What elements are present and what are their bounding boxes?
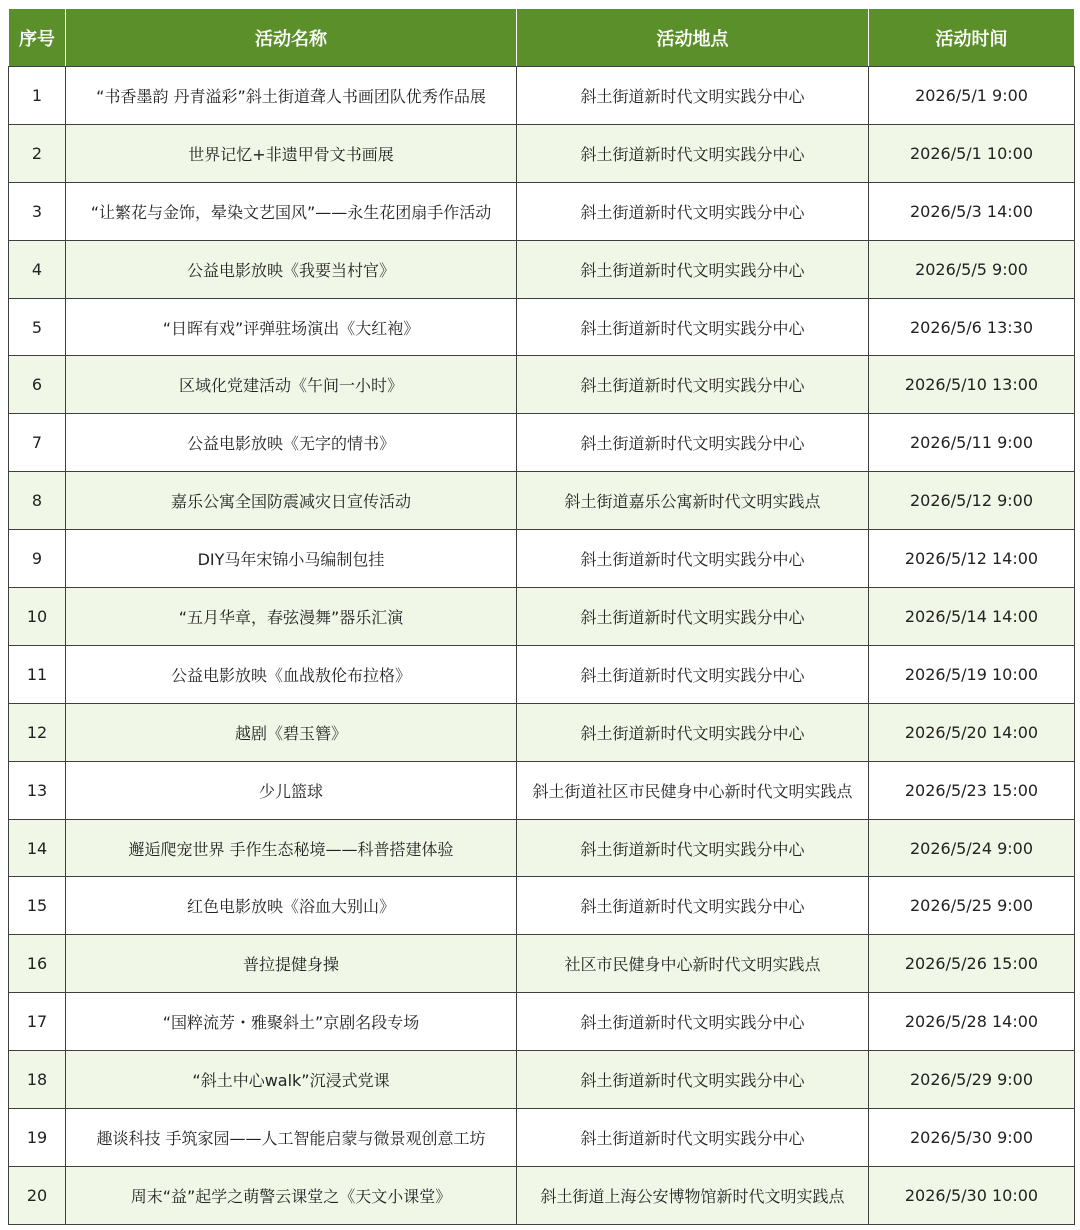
table-body bbox=[9, 67, 1075, 1225]
cell-index: 17 bbox=[9, 993, 66, 1051]
table-row bbox=[9, 761, 1075, 819]
cell-activity-name: 红色电影放映《浴血大别山》 bbox=[66, 877, 517, 935]
cell-activity-place: 斜土街道新时代文明实践分中心 bbox=[517, 993, 869, 1051]
cell-index: 5 bbox=[9, 298, 66, 356]
cell-activity-name: 区域化党建活动《午间一小时》 bbox=[66, 356, 517, 414]
cell-index: 10 bbox=[9, 588, 66, 646]
cell-activity-time: 2026/5/25 9:00 bbox=[869, 877, 1075, 935]
cell-activity-place: 斜土街道新时代文明实践分中心 bbox=[517, 356, 869, 414]
cell-index: 9 bbox=[9, 530, 66, 588]
table-row bbox=[9, 472, 1075, 530]
cell-activity-time: 2026/5/5 9:00 bbox=[869, 240, 1075, 298]
table-row bbox=[9, 298, 1075, 356]
cell-activity-name: “日晖有戏”评弹驻场演出《大红袍》 bbox=[66, 298, 517, 356]
cell-activity-time: 2026/5/11 9:00 bbox=[869, 414, 1075, 472]
cell-activity-name: 嘉乐公寓全国防震减灾日宣传活动 bbox=[66, 472, 517, 530]
cell-activity-place: 斜土街道新时代文明实践分中心 bbox=[517, 240, 869, 298]
table-row bbox=[9, 935, 1075, 993]
cell-index: 7 bbox=[9, 414, 66, 472]
table-row bbox=[9, 877, 1075, 935]
cell-activity-name: DIY马年宋锦小马编制包挂 bbox=[66, 530, 517, 588]
cell-index: 6 bbox=[9, 356, 66, 414]
table-row bbox=[9, 993, 1075, 1051]
cell-activity-place: 斜土街道新时代文明实践分中心 bbox=[517, 703, 869, 761]
cell-index: 8 bbox=[9, 472, 66, 530]
cell-activity-place: 斜土街道新时代文明实践分中心 bbox=[517, 182, 869, 240]
header-activity-time: 活动时间 bbox=[869, 9, 1075, 67]
cell-activity-place: 斜土街道新时代文明实践分中心 bbox=[517, 414, 869, 472]
cell-activity-place: 斜土街道新时代文明实践分中心 bbox=[517, 588, 869, 646]
cell-index: 13 bbox=[9, 761, 66, 819]
cell-activity-time: 2026/5/30 10:00 bbox=[869, 1166, 1075, 1224]
cell-activity-time: 2026/5/20 14:00 bbox=[869, 703, 1075, 761]
table-row bbox=[9, 819, 1075, 877]
cell-index: 2 bbox=[9, 124, 66, 182]
table-row bbox=[9, 1109, 1075, 1167]
cell-activity-place: 斜土街道新时代文明实践分中心 bbox=[517, 819, 869, 877]
cell-activity-name: “五月华章，春弦漫舞”器乐汇演 bbox=[66, 588, 517, 646]
cell-activity-time: 2026/5/1 10:00 bbox=[869, 124, 1075, 182]
table-row bbox=[9, 1166, 1075, 1224]
activity-schedule bbox=[8, 8, 1074, 1225]
table-row bbox=[9, 703, 1075, 761]
cell-activity-place: 斜土街道新时代文明实践分中心 bbox=[517, 1051, 869, 1109]
table-row bbox=[9, 182, 1075, 240]
cell-activity-name: 少儿篮球 bbox=[66, 761, 517, 819]
cell-index: 3 bbox=[9, 182, 66, 240]
cell-index: 12 bbox=[9, 703, 66, 761]
cell-activity-name: “让繁花与金饰，晕染文艺国风”——永生花团扇手作活动 bbox=[66, 182, 517, 240]
cell-activity-time: 2026/5/28 14:00 bbox=[869, 993, 1075, 1051]
cell-index: 19 bbox=[9, 1109, 66, 1167]
cell-activity-name: 公益电影放映《无字的情书》 bbox=[66, 414, 517, 472]
cell-activity-place: 斜土街道新时代文明实践分中心 bbox=[517, 298, 869, 356]
cell-activity-time: 2026/5/24 9:00 bbox=[869, 819, 1075, 877]
cell-activity-place: 社区市民健身中心新时代文明实践点 bbox=[517, 935, 869, 993]
cell-index: 18 bbox=[9, 1051, 66, 1109]
cell-activity-time: 2026/5/29 9:00 bbox=[869, 1051, 1075, 1109]
cell-activity-place: 斜土街道新时代文明实践分中心 bbox=[517, 67, 869, 125]
cell-activity-place: 斜土街道新时代文明实践分中心 bbox=[517, 124, 869, 182]
cell-activity-name: 周末“益”起学之萌警云课堂之《天文小课堂》 bbox=[66, 1166, 517, 1224]
cell-activity-place: 斜土街道新时代文明实践分中心 bbox=[517, 530, 869, 588]
header-index: 序号 bbox=[9, 9, 66, 67]
cell-activity-place: 斜土街道社区市民健身中心新时代文明实践点 bbox=[517, 761, 869, 819]
cell-activity-name: 普拉提健身操 bbox=[66, 935, 517, 993]
cell-index: 14 bbox=[9, 819, 66, 877]
table-row bbox=[9, 414, 1075, 472]
cell-activity-time: 2026/5/12 14:00 bbox=[869, 530, 1075, 588]
cell-activity-place: 斜土街道新时代文明实践分中心 bbox=[517, 1109, 869, 1167]
cell-index: 20 bbox=[9, 1166, 66, 1224]
cell-index: 11 bbox=[9, 645, 66, 703]
cell-activity-place: 斜土街道新时代文明实践分中心 bbox=[517, 645, 869, 703]
table-row bbox=[9, 1051, 1075, 1109]
cell-index: 1 bbox=[9, 67, 66, 125]
cell-activity-place: 斜土街道嘉乐公寓新时代文明实践点 bbox=[517, 472, 869, 530]
cell-activity-place: 斜土街道上海公安博物馆新时代文明实践点 bbox=[517, 1166, 869, 1224]
table-row bbox=[9, 356, 1075, 414]
table-row bbox=[9, 588, 1075, 646]
header-activity-name: 活动名称 bbox=[66, 9, 517, 67]
cell-activity-time: 2026/5/12 9:00 bbox=[869, 472, 1075, 530]
cell-activity-time: 2026/5/6 13:30 bbox=[869, 298, 1075, 356]
cell-activity-name: 越剧《碧玉簪》 bbox=[66, 703, 517, 761]
table-header-row bbox=[9, 9, 1075, 67]
activity-table bbox=[8, 8, 1075, 1225]
cell-activity-name: “国粹流芳・雅聚斜土”京剧名段专场 bbox=[66, 993, 517, 1051]
cell-activity-name: 世界记忆+非遗甲骨文书画展 bbox=[66, 124, 517, 182]
table-row bbox=[9, 124, 1075, 182]
cell-index: 16 bbox=[9, 935, 66, 993]
table-row bbox=[9, 67, 1075, 125]
table-row bbox=[9, 530, 1075, 588]
cell-activity-place: 斜土街道新时代文明实践分中心 bbox=[517, 877, 869, 935]
cell-index: 15 bbox=[9, 877, 66, 935]
cell-activity-name: 趣谈科技 手筑家园——人工智能启蒙与微景观创意工坊 bbox=[66, 1109, 517, 1167]
table-row bbox=[9, 645, 1075, 703]
cell-activity-time: 2026/5/10 13:00 bbox=[869, 356, 1075, 414]
cell-activity-name: “斜土中心walk”沉浸式党课 bbox=[66, 1051, 517, 1109]
cell-index: 4 bbox=[9, 240, 66, 298]
cell-activity-time: 2026/5/1 9:00 bbox=[869, 67, 1075, 125]
cell-activity-time: 2026/5/19 10:00 bbox=[869, 645, 1075, 703]
cell-activity-name: “书香墨韵 丹青溢彩”斜土街道聋人书画团队优秀作品展 bbox=[66, 67, 517, 125]
cell-activity-name: 公益电影放映《我要当村官》 bbox=[66, 240, 517, 298]
cell-activity-name: 公益电影放映《血战敖伦布拉格》 bbox=[66, 645, 517, 703]
cell-activity-time: 2026/5/30 9:00 bbox=[869, 1109, 1075, 1167]
cell-activity-time: 2026/5/26 15:00 bbox=[869, 935, 1075, 993]
cell-activity-time: 2026/5/14 14:00 bbox=[869, 588, 1075, 646]
cell-activity-time: 2026/5/23 15:00 bbox=[869, 761, 1075, 819]
header-activity-place: 活动地点 bbox=[517, 9, 869, 67]
cell-activity-name: 邂逅爬宠世界 手作生态秘境——科普搭建体验 bbox=[66, 819, 517, 877]
cell-activity-time: 2026/5/3 14:00 bbox=[869, 182, 1075, 240]
table-row bbox=[9, 240, 1075, 298]
